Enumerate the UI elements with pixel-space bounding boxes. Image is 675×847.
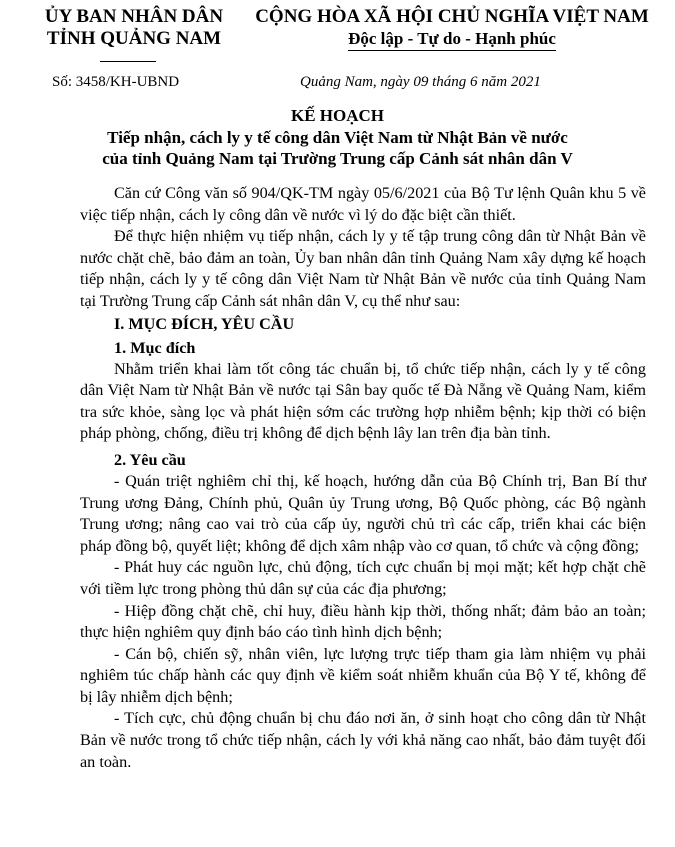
intro-paragraph: Để thực hiện nhiệm vụ tiếp nhận, cách ly y tế tập trung công dân từ Nhật Bản về nước chặt chẽ, bảo đảm an toàn, Ủy ban nhân dân tỉnh Quảng Nam xây dựng kế hoạch tiếp nhận, cách ly y tế công dân Việt Nam từ Nhật Bản về nước của tỉnh Quảng Nam tại Trường Trung cấp Cảnh sát nhân dân V, cụ thể như sau: bbox=[80, 227, 646, 310]
issuer-line-2: TỈNH QUẢNG NAM bbox=[46, 28, 222, 49]
requirement-item: - Phát huy các nguồn lực, chủ động, tích cực chuẩn bị mọi mặt; kết hợp chặt chẽ với tiềm lực trong phòng thủ dân sự của các địa phương; bbox=[80, 558, 646, 598]
purpose-paragraph: Nhằm triển khai làm tốt công tác chuẩn bị, tổ chức tiếp nhận, cách ly y tế công dân Việt Nam từ Nhật Bản về nước tại Sân bay quốc tế Đà Nẵng về Quảng Nam, kiểm tra sức khỏe, sàng lọc và phát hiện sớm các trường hợp nhiễm bệnh; kịp thời có biện pháp phòng, chống, điều trị không để dịch bệnh lây lan trên địa bàn tỉnh. bbox=[80, 359, 646, 443]
issuer-line-1: ỦY BAN NHÂN DÂN bbox=[44, 6, 224, 27]
issuer-underline bbox=[100, 61, 156, 62]
requirement-item: - Quán triệt nghiêm chỉ thị, kế hoạch, hướng dẫn của Bộ Chính trị, Ban Bí thư Trung ương Đảng, Chính phủ, Quân ủy Trung ương, Bộ Quốc phòng, các Bộ ngành Trung ương; nâng cao vai trò của cấp ủy, người chủ trì các cấp, triển khai các biện pháp đồng bộ, quyết liệt; không để dịch xâm nhập vào cơ quan, tổ chức và cộng đồng; bbox=[80, 471, 646, 555]
document-subject-line-1: Tiếp nhận, cách ly y tế công dân Việt Nam từ Nhật Bản về nước bbox=[107, 128, 568, 147]
national-motto: Độc lập - Tự do - Hạnh phúc bbox=[348, 29, 556, 51]
document-header bbox=[0, 6, 675, 101]
state-name: CỘNG HÒA XÃ HỘI CHỦ NGHĨA VIỆT NAM bbox=[255, 6, 649, 27]
document-body bbox=[80, 183, 646, 773]
national-heading bbox=[242, 6, 662, 51]
requirement-item: - Hiệp đồng chặt chẽ, chỉ huy, điều hành kịp thời, thống nhất; đảm bảo an toàn; thực hiện nghiêm quy định báo cáo tình hình dịch bệnh; bbox=[80, 601, 646, 642]
document-type: KẾ HOẠCH bbox=[290, 106, 385, 125]
document-title-block bbox=[0, 105, 675, 169]
issuing-authority bbox=[34, 6, 234, 50]
document-subject-line-2: của tỉnh Quảng Nam tại Trường Trung cấp Cảnh sát nhân dân V bbox=[102, 149, 573, 168]
intro-paragraph: Căn cứ Công văn số 904/QK-TM ngày 05/6/2021 của Bộ Tư lệnh Quân khu 5 về việc tiếp nhận, cách ly công dân về nước vì lý do đặc biệt cần thiết. bbox=[80, 184, 646, 224]
requirement-item: - Tích cực, chủ động chuẩn bị chu đáo nơi ăn, ở sinh hoạt cho công dân từ Nhật Bản về nước trong tổ chức tiếp nhận, cách ly với khả năng cao nhất, bảo đảm tuyệt đối an toàn. bbox=[80, 709, 646, 771]
section-heading: I. MỤC ĐÍCH, YÊU CẦU bbox=[114, 314, 295, 333]
document-number: Số: 3458/KH-UBND bbox=[52, 74, 180, 90]
requirement-item: - Cán bộ, chiến sỹ, nhân viên, lực lượng trực tiếp tham gia làm nhiệm vụ phải nghiêm túc chấp hành các quy định về kiểm soát nhiễm khuẩn của Bộ Y tế, không để bị lây nhiễm dịch bệnh; bbox=[80, 644, 646, 706]
place-and-date: Quảng Nam, ngày 09 tháng 6 năm 2021 bbox=[300, 74, 541, 90]
subsection-heading-requirements: 2. Yêu cầu bbox=[114, 450, 186, 469]
subsection-heading-purpose: 1. Mục đích bbox=[114, 338, 196, 357]
